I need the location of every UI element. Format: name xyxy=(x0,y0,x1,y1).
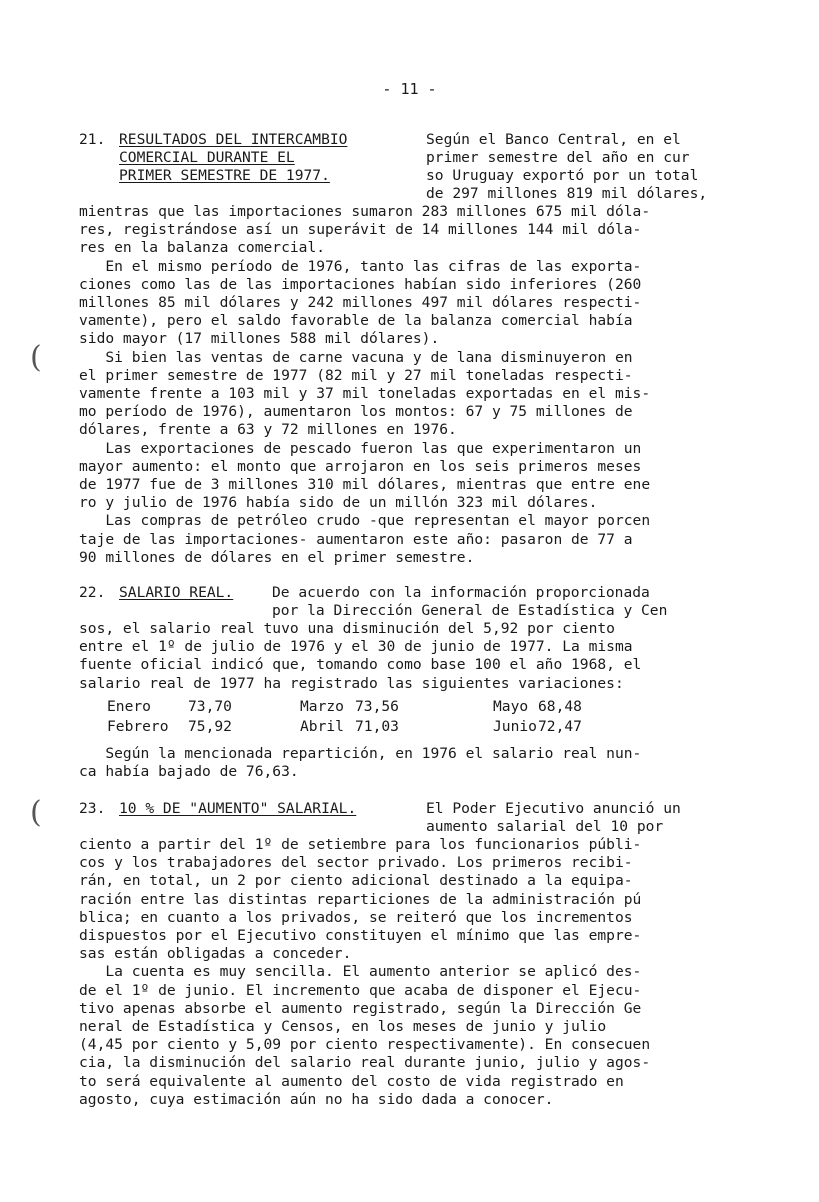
section-22-number: 22. xyxy=(79,584,106,601)
text-line: Las compras de petróleo crudo -que representan el mayor porcen xyxy=(79,512,651,530)
section-21-title-line-3: PRIMER SEMESTRE DE 1977. xyxy=(119,167,330,184)
text-line: ración entre las distintas reparticiones de la administración pú xyxy=(79,890,642,908)
table-month: Mayo xyxy=(493,698,529,715)
text-line: res en la balanza comercial. xyxy=(79,239,326,257)
text-line: sido mayor (17 millones 588 mil dólares). xyxy=(79,330,440,348)
text-line: cos y los trabajadores del sector privado. Los primeros recibi- xyxy=(79,854,633,872)
text-line: Las exportaciones de pescado fueron las que experimentaron un xyxy=(79,439,642,457)
text-line: el primer semestre de 1977 (82 mil y 27 mil toneladas respecti- xyxy=(79,366,633,384)
text-line: millones 85 mil dólares y 242 millones 497 mil dólares respecti- xyxy=(79,294,642,311)
text-line: dispuestos por el Ejecutivo constituyen el mínimo que las empre- xyxy=(79,927,642,944)
table-value: 71,03 xyxy=(355,718,399,735)
table-month: Enero xyxy=(107,698,151,715)
text-line: cia, la disminución del salario real durante junio, julio y agos- xyxy=(79,1054,651,1072)
section-23-number: 23. xyxy=(79,800,106,817)
text-line: rán, en total, un 2 por ciento adicional destinado a la equipa- xyxy=(79,872,633,890)
text-line: La cuenta es muy sencilla. El aumento anterior se aplicó des- xyxy=(79,963,642,981)
text-line: to será equivalente al aumento del costo de vida registrado en xyxy=(79,1072,624,1090)
section-22-title: SALARIO REAL. xyxy=(119,584,234,601)
section-22-intro-line-1: De acuerdo con la información proporcionada xyxy=(272,584,650,601)
text-line: En el mismo período de 1976, tanto las cifras de las exporta- xyxy=(79,257,642,275)
table-month: Febrero xyxy=(107,718,169,735)
text-line: tivo apenas absorbe el aumento registrado, según la Dirección Ge xyxy=(79,999,642,1017)
section-21-title-line-1: RESULTADOS DEL INTERCAMBIO xyxy=(119,131,348,148)
text-line: ca había bajado de 76,63. xyxy=(79,763,299,781)
text-line: mo período de 1976), aumentaron los montos: 67 y 75 millones de xyxy=(79,403,633,421)
section-23-title: 10 % DE "AUMENTO" SALARIAL. xyxy=(119,800,357,817)
page-number: - 11 - xyxy=(382,80,437,98)
section-22-intro-line-2: por la Dirección General de Estadística y Cen xyxy=(272,602,668,619)
section-21-intro-line-2: primer semestre del año en cur xyxy=(426,149,690,166)
text-line: ciones como las de las importaciones habían sido inferiores (260 xyxy=(79,275,642,293)
text-line: 90 millones de dólares en el primer semestre. xyxy=(79,548,475,566)
text-line: blica; en cuanto a los privados, se reiteró que los incrementos xyxy=(79,908,633,926)
text-line: vamente), pero el saldo favorable de la balanza comercial había xyxy=(79,312,633,330)
text-line: agosto, cuya estimación aún no ha sido dada a conocer. xyxy=(79,1090,554,1108)
table-value: 68,48 xyxy=(538,698,582,715)
text-line: ciento a partir del 1º de setiembre para los funcionarios públi- xyxy=(79,836,642,853)
section-23-intro-line-1: El Poder Ejecutivo anunció un xyxy=(426,800,681,817)
table-value: 75,92 xyxy=(188,718,232,735)
text-line: entre el 1º de julio de 1976 y el 30 de junio de 1977. La misma xyxy=(79,638,633,656)
section-21-intro-line-4: de 297 millones 819 mil dólares, xyxy=(426,185,708,202)
section-21-intro-line-1: Según el Banco Central, en el xyxy=(426,131,681,148)
text-line: mayor aumento: el monto que arrojaron en los seis primeros meses xyxy=(79,457,642,475)
margin-mark: ( xyxy=(30,795,42,830)
text-line: vamente frente a 103 mil y 37 mil toneladas exportadas en el mis- xyxy=(79,385,651,402)
section-23-intro-line-2: aumento salarial del 10 por xyxy=(426,818,664,835)
text-line: sas están obligadas a conceder. xyxy=(79,945,352,963)
text-line: neral de Estadística y Censos, en los meses de junio y julio xyxy=(79,1018,607,1035)
table-month: Abril xyxy=(300,718,344,735)
text-line: salario real de 1977 ha registrado las siguientes variaciones: xyxy=(79,674,624,692)
table-month: Marzo xyxy=(300,698,344,715)
text-line: Según la mencionada repartición, en 1976 el salario real nun- xyxy=(79,745,642,762)
text-line: sos, el salario real tuvo una disminución del 5,92 por ciento xyxy=(79,620,615,637)
text-line: ro y julio de 1976 había sido de un millón 323 mil dólares. xyxy=(79,494,598,512)
text-line: mientras que las importaciones sumaron 283 millones 675 mil dóla- xyxy=(79,203,651,220)
text-line: Si bien las ventas de carne vacuna y de lana disminuyeron en xyxy=(79,348,633,366)
margin-mark: ( xyxy=(30,340,42,375)
section-21-title-line-2: COMERCIAL DURANTE EL xyxy=(119,149,295,166)
text-line: taje de las importaciones- aumentaron este año: pasaron de 77 a xyxy=(79,530,633,548)
section-21-number: 21. xyxy=(79,131,106,148)
table-month: Junio xyxy=(493,718,537,735)
text-line: res, registrándose así un superávit de 14 millones 144 mil dóla- xyxy=(79,221,642,239)
text-line: dólares, frente a 63 y 72 millones en 1976. xyxy=(79,421,457,439)
section-21-intro-line-3: so Uruguay exportó por un total xyxy=(426,167,699,184)
text-line: de 1977 fue de 3 millones 310 mil dólares, mientras que entre ene xyxy=(79,476,651,493)
text-line: (4,45 por ciento y 5,09 por ciento respectivamente). En consecuen xyxy=(79,1036,651,1054)
text-line: de el 1º de junio. El incremento que acaba de disponer el Ejecu- xyxy=(79,981,642,999)
table-value: 73,56 xyxy=(355,698,399,715)
table-value: 73,70 xyxy=(188,698,232,715)
text-line: fuente oficial indicó que, tomando como base 100 el año 1968, el xyxy=(79,656,642,674)
table-value: 72,47 xyxy=(538,718,582,735)
